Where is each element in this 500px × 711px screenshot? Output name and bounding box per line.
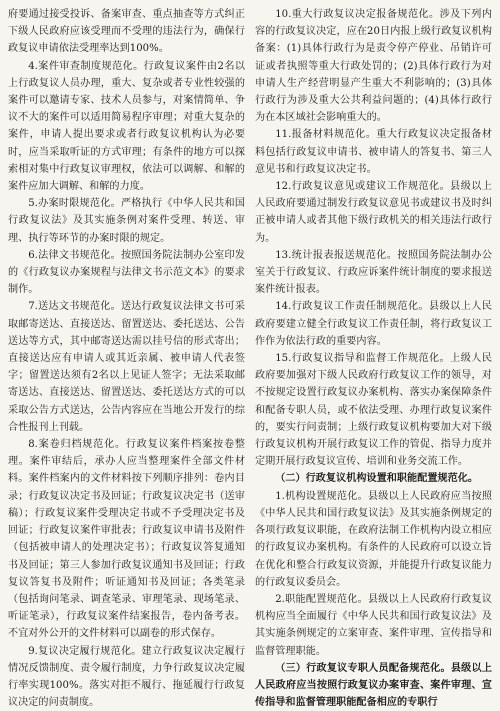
- paragraph: 14.行政复议工作责任制规范化。县级以上人民政府要建立健全行政复议工作责任制，将行政复议工作作为依法行政的重要内容。: [255, 301, 492, 347]
- paragraph: 11.报备材料规范化。重大行政复议决定报备材料包括行政复议申请书、被申请人的答复书、第三人意见书和行政复议决定书。: [255, 129, 492, 175]
- paragraph: 8.案卷归档规范化。行政复议案件档案按卷整理。案件审结后，承办人应当整理案件全部文件材料。案件档案内的文件材料按下列顺序排列：卷内目录；行政复议决定书及回证；行政复议决定书（送审稿）；行政复议案件受理决定书或不予受理决定书及回证；行政复议案件审批表；行政复议申请书及附件（包括被申请人的处理决定书）；行政复议答复通知书及回证；第三人参加行政复议通知书及回证；行政复议答复书及附件；听证通知书及回证；各类笔录（包括询问笔录、调查笔录、审理笔录、现场笔录、听证笔录），行政复议案件结案报告，卷内备考表。不宜对外公开的文件材料可以副卷的形式保存。: [8, 439, 245, 640]
- paragraph: 1.机构设置规范化。县级以上人民政府应当按照《中华人民共和国行政复议法》及其实施条例规定的各项行政复议职能，在政府法制工作机构内设立相应的行政复议办案机构。有条件的人民政府可以设立旨在优化和整合行政复议资源，并能提升行政复议能力的行政复议委员会。: [255, 490, 492, 588]
- section-heading: （二）行政复议机构设置和职能配置规范化。: [275, 473, 479, 485]
- paragraph: 4.案件审查制度规范化。行政复议案件由2名以上行政复议人员办理，重大、复杂或者专业性较强的案件可以邀请专家、技术人员参与，对案情简单、争议不大的案件可以适用简易程序审理；对重大复杂的案件，申请人提出要求或者行政复议机构认为必要时，应当采取听证的方式审理；有条件的地方可以探索相对集中行政复议审理权，依法可以调解、和解的案件应加大调解、和解的力度。: [8, 60, 245, 193]
- paragraph: 13.统计报表报送规范化。按照国务院法制办公室关于行政复议、行政应诉案件统计制度的要求报送案件统计报表。: [255, 249, 492, 296]
- paragraph: 府要通过接受投诉、备案审查、重点抽查等方式纠正下级人民政府应该受理而不受理的违法行为，确保行政复议申请依法受理率达到100%。: [8, 9, 245, 55]
- left-column: [8, 6, 245, 709]
- paragraph: 10.重大行政复议决定报备规范化。涉及下列内容的行政复议决定，应在20日内报上级行政复议机构备案：(1)具体行政行为是责令停产停业、吊销许可证或者执照等重大行政处罚的；(2)具体行政行为对申请人生产经营明显产生重大不利影响的；(3)具体行政行为涉及重大公共利益问题的；(4)具体行政行为在本区域社会影响重大的。: [255, 9, 492, 124]
- right-column: [255, 6, 492, 709]
- paragraph: 9.复议决定履行规范化。建立行政复议决定履行情况反馈制度、责令履行制度，力争行政复议决定履行率实现100%。落实对拒不履行、拖延履行行政复议决定的问责制度。: [8, 645, 245, 709]
- paragraph: 15.行政复议指导和监督工作规范化。上级人民政府要加强对下级人民政府行政复议工作的领导，对不按规定设置行政复议办案机构、落实办案保障条件和配备专职人员，或不依法受理、办理行政复议案件的，要实行问责制；上级行政复议机构要加大对下级行政复议机构开展行政复议工作的管促、指导力度并定期开展行政复议宣传、培训和业务交流工作。: [255, 353, 492, 468]
- section-heading: （三）行政复议专职人员配备规范化。县级以上人民政府应当按照行政复议办案审查、案件审理、宣传指导和监督管理职能配备相应的专职行: [255, 662, 492, 709]
- paragraph: 7.送达文书规范化。送达行政复议法律文书可采取邮寄送达、直接送达、留置送达、委托送达、公告送达等方式，其中邮寄送达需以挂号信的形式寄出；直接送达应有申请人或其近亲属、被申请人代表签字；留置送达须有2名以上见证人签字；无法采取邮寄送达、直接送达、留置送达、委托送达方式的可以采取公告方式送达，公告内容应在当地公开发行的综合性报刊上刊载。: [8, 301, 245, 433]
- paragraph: 12.行政复议意见或建议工作规范化。县级以上人民政府要通过制发行政复议意见书或建议书及时纠正被申请人或者其他下级行政机关的相关违法行政行为。: [255, 181, 492, 244]
- paragraph: 6.法律文书规范化。按照国务院法制办公室印发的《行政复议办案规程与法律文书示范文本》的要求制作。: [8, 249, 245, 296]
- paragraph: 2.职能配置规范化。县级以上人民政府行政复议机构应当全面履行《中华人民共和国行政复议法》及其实施条例规定的立案审查、案件审理、宣传指导和监督管理职能。: [255, 593, 492, 657]
- paragraph: 5.办案时限规范化。严格执行《中华人民共和国行政复议法》及其实施条例对案件受理、转送、审理、执行等环节的办案时限的规定。: [8, 198, 245, 244]
